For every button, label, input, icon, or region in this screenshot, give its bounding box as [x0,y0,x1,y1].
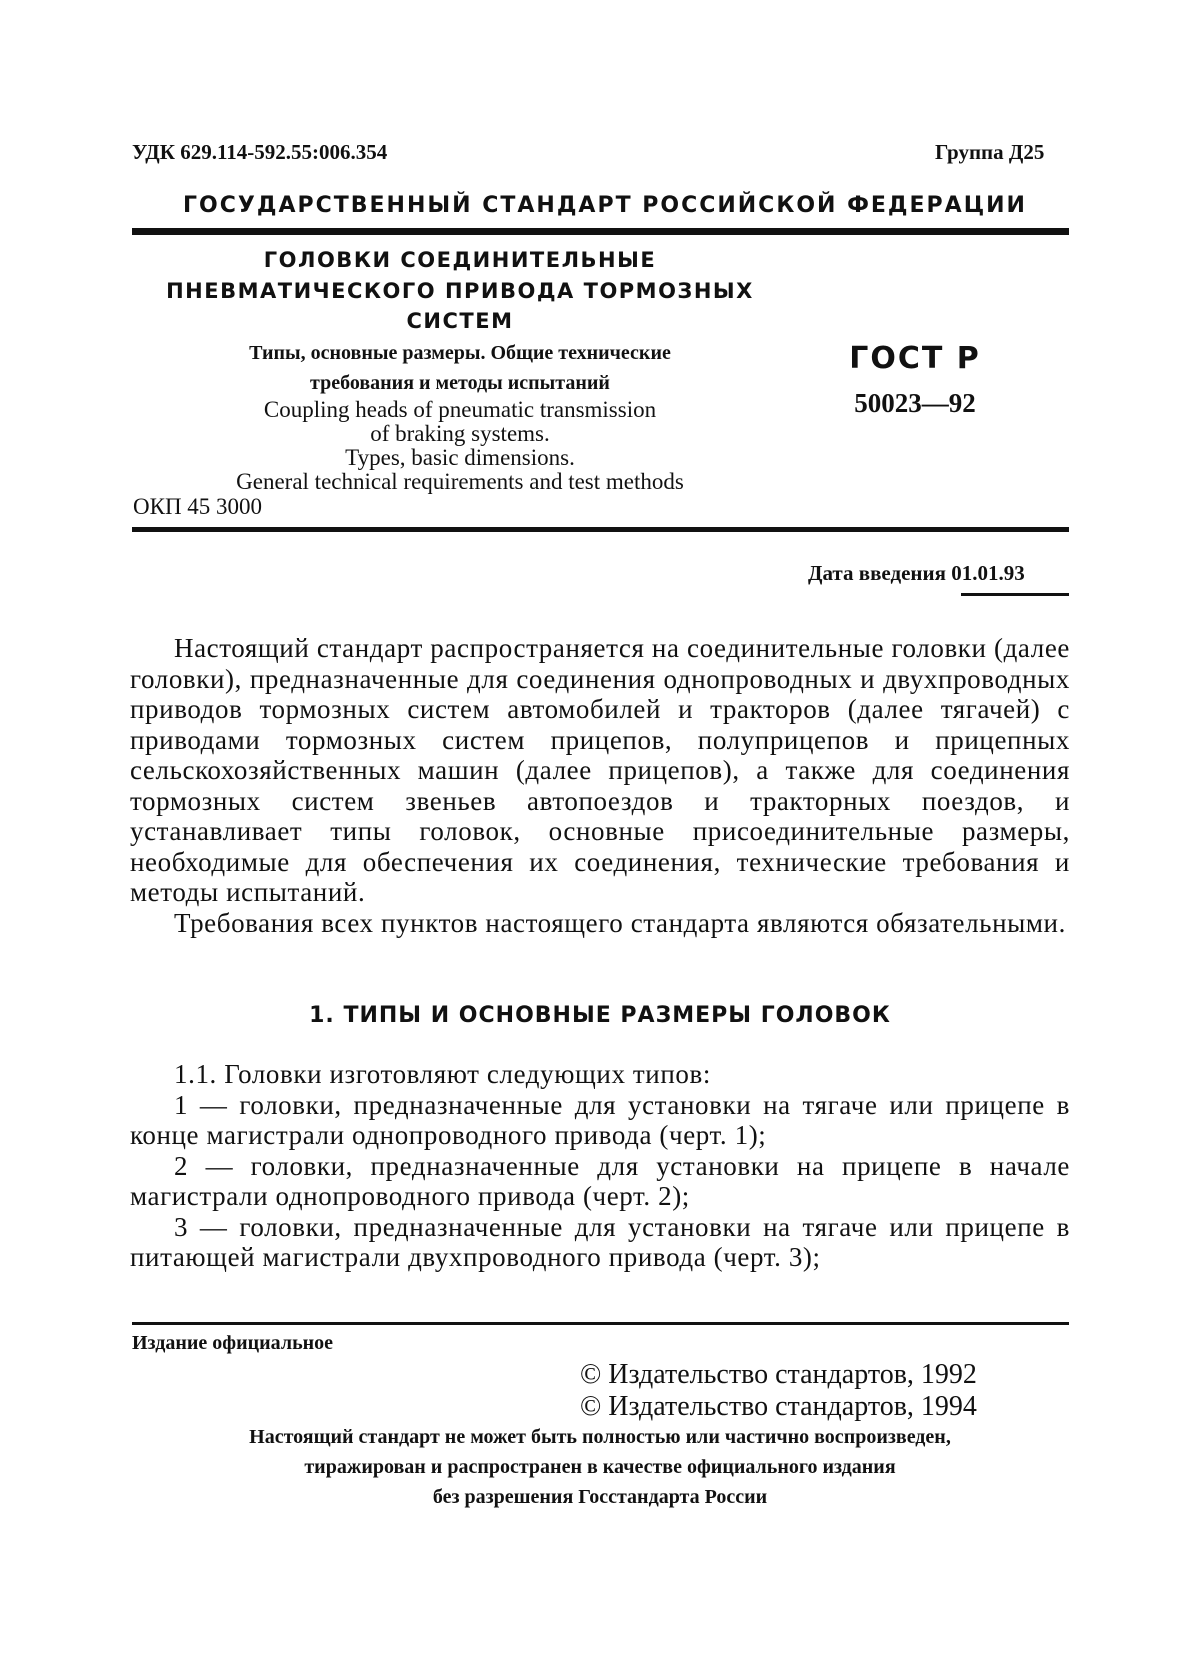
section-text [130,1059,1070,1273]
section-paragraph: 1.1. Головки изготовляют следующих типов: [174,1059,711,1089]
top-divider [132,228,1069,235]
copyright-line: © Издательство стандартов, 1994 [580,1391,977,1422]
english-title-line: of braking systems. [370,421,550,446]
copyright-notice-line: Настоящий стандарт не может быть полностью или частично воспроизведен, [249,1426,951,1448]
group-code: Группа Д25 [935,140,1045,164]
intro-paragraph: Настоящий стандарт распространяется на соединительные головки (далее головки), предназначенные для соединения однопроводных и двухпроводных приводов тормозных систем автомобилей и тракторов (далее тягачей) с приводами тормозных систем прицепов, полуприцепов и прицепных сельскохозяйственных машин (далее прицепов), а также для соединения тормозных систем звеньев автопоездов и тракторных поездов, и устанавливает типы головок, основные присоединительные размеры, необходимые для обеспечения их соединения, технические требования и методы испытаний. [130,633,1070,907]
introduction-date: Дата введения 01.01.93 [808,561,1025,585]
title-line: СИСТЕМ [406,309,514,333]
gost-number: 50023—92 [854,388,976,418]
section-heading: 1. ТИПЫ И ОСНОВНЫЕ РАЗМЕРЫ ГОЛОВОК [309,1003,891,1028]
intro-paragraph: Требования всех пунктов настоящего стандарта являются обязательными. [174,907,1066,938]
intro-text [130,633,1070,938]
okp-code: ОКП 45 3000 [133,494,263,519]
section-paragraph: 3 — головки, предназначенные для установки на тягаче или прицепе в питающей магистрали двухпроводного привода (черт. 3); [130,1211,1070,1272]
copyright-notice-line: тиражирован и распространен в качестве официального издания [304,1456,896,1478]
copyright-notice-line: без разрешения Госстандарта России [432,1486,768,1508]
subtitle-line: требования и методы испытаний [310,372,610,394]
title-line: ГОЛОВКИ СОЕДИНИТЕЛЬНЫЕ [263,248,657,272]
english-title-line: Types, basic dimensions. [345,445,575,470]
english-title-line: Coupling heads of pneumatic transmission [263,397,657,422]
section-paragraph: 1 — головки, предназначенные для установки на тягаче или прицепе в конце магистрали однопроводного привода (черт. 1); [130,1089,1070,1150]
date-underline [961,593,1069,596]
title-divider [132,527,1069,532]
state-standard-heading: ГОСУДАРСТВЕННЫЙ СТАНДАРТ РОССИЙСКОЙ ФЕДЕРАЦИИ [183,193,1027,218]
section-paragraph: 2 — головки, предназначенные для установки на прицепе в начале магистрали однопроводного привода (черт. 2); [130,1150,1070,1211]
udk-code: УДК 629.114-592.55:006.354 [132,140,388,164]
english-title-line: General technical requirements and test methods [236,469,684,494]
gost-label: ГОСТ Р [849,341,981,376]
title-line: ПНЕВМАТИЧЕСКОГО ПРИВОДА ТОРМОЗНЫХ [166,279,754,303]
subtitle-line: Типы, основные размеры. Общие технические [249,342,671,364]
edition-label: Издание официальное [132,1332,334,1354]
copyright-line: © Издательство стандартов, 1992 [580,1359,977,1390]
footer-divider [132,1322,1069,1325]
